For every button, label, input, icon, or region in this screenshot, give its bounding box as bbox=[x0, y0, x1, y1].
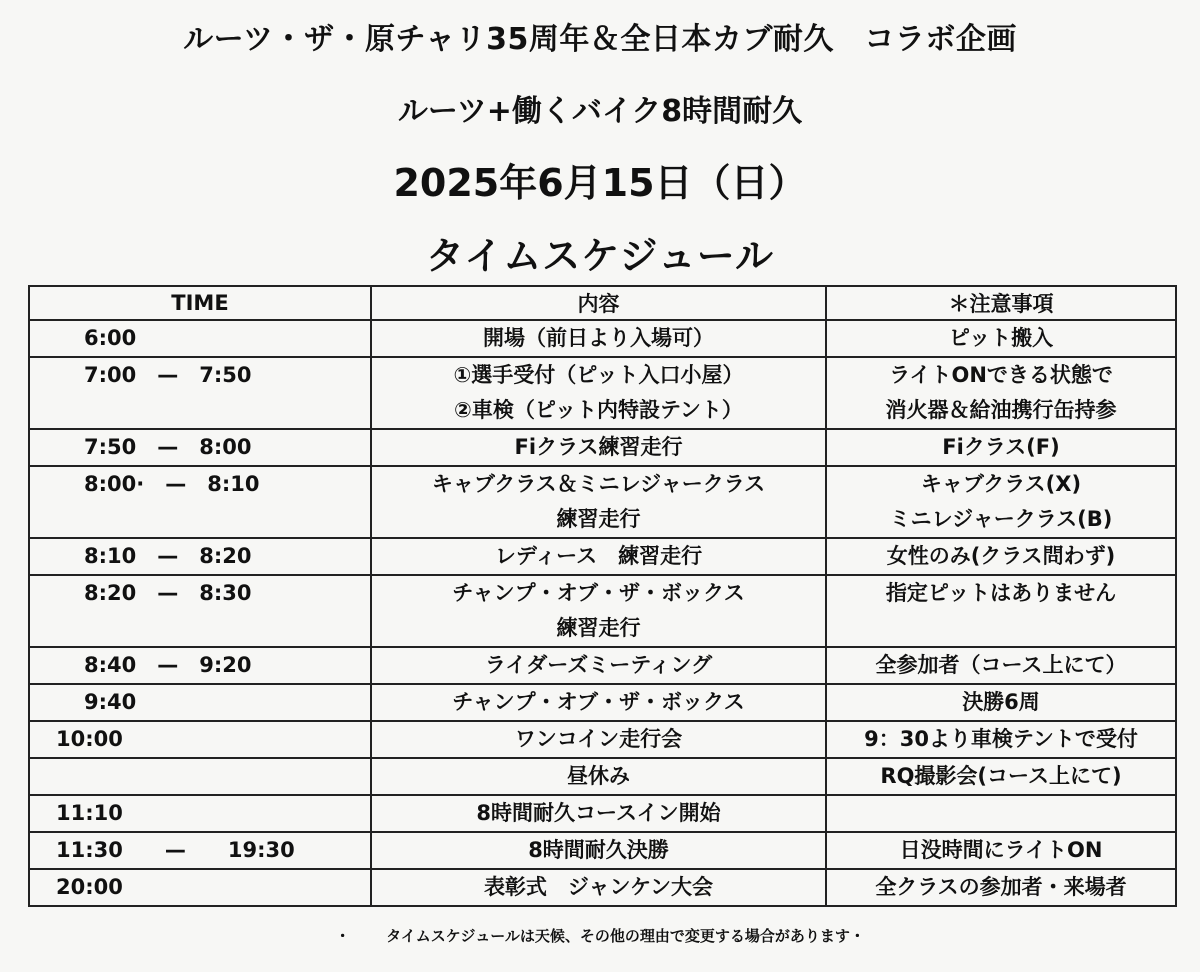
row-content bbox=[371, 429, 826, 466]
event-subtitle: ルーツ+働くバイク8時間耐久 bbox=[397, 94, 803, 129]
table-row bbox=[29, 795, 1176, 832]
note-line bbox=[827, 796, 1175, 831]
row-content bbox=[371, 684, 826, 721]
row-content bbox=[371, 832, 826, 869]
row-time bbox=[29, 758, 371, 795]
table-row bbox=[29, 320, 1176, 357]
table-row bbox=[29, 684, 1176, 721]
note-line: ピット搬入 bbox=[948, 326, 1054, 350]
row-note bbox=[826, 320, 1176, 357]
table-row bbox=[29, 647, 1176, 684]
row-time bbox=[29, 538, 371, 575]
row-note bbox=[826, 357, 1176, 429]
header-notes: ＊注意事項 bbox=[826, 286, 1176, 320]
note-line: RQ撮影会(コース上にて) bbox=[880, 764, 1122, 788]
row-time bbox=[29, 466, 371, 538]
note-line bbox=[827, 611, 1175, 646]
note-line: 全参加者（コース上にて） bbox=[875, 653, 1127, 677]
time-text: 10:00 bbox=[56, 727, 123, 751]
time-text: 7:50 — 8:00 bbox=[84, 435, 252, 459]
time-text: 11:30 — 19:30 bbox=[56, 838, 295, 862]
row-time bbox=[29, 795, 371, 832]
note-line: キャブクラス(X) bbox=[920, 472, 1082, 496]
note-line: 9：30より車検テントで受付 bbox=[864, 727, 1138, 751]
row-note bbox=[826, 795, 1176, 832]
table-header-row bbox=[29, 286, 1176, 320]
note-line: 日没時間にライトON bbox=[899, 838, 1103, 862]
content-line: チャンプ・オブ・ザ・ボックス bbox=[452, 690, 745, 714]
content-line: 開場（前日より入場可） bbox=[483, 326, 714, 350]
content-line: キャブクラス＆ミニレジャークラス bbox=[431, 472, 766, 496]
time-text: 7:00 — 7:50 bbox=[84, 363, 252, 387]
table-row bbox=[29, 869, 1176, 906]
time-text: 8:40 — 9:20 bbox=[84, 653, 252, 677]
content-line: ①選手受付（ピット入口小屋） bbox=[453, 363, 744, 387]
row-content bbox=[371, 575, 826, 647]
time-text: 8:00· — 8:10 bbox=[84, 472, 260, 496]
row-content bbox=[371, 320, 826, 357]
row-content bbox=[371, 721, 826, 758]
table-row bbox=[29, 721, 1176, 758]
row-content bbox=[371, 795, 826, 832]
content-line: 8時間耐久コースイン開始 bbox=[476, 801, 721, 825]
row-note bbox=[826, 538, 1176, 575]
row-note bbox=[826, 832, 1176, 869]
row-time bbox=[29, 357, 371, 429]
table-row bbox=[29, 538, 1176, 575]
content-line: 練習走行 bbox=[556, 616, 641, 640]
table-row bbox=[29, 575, 1176, 647]
row-time bbox=[29, 320, 371, 357]
row-note bbox=[826, 721, 1176, 758]
content-line: 表彰式 ジャンケン大会 bbox=[483, 875, 714, 899]
note-line: ミニレジャークラス(B) bbox=[889, 507, 1113, 531]
event-title: ルーツ・ザ・原チャリ35周年＆全日本カブ耐久 コラボ企画 bbox=[183, 22, 1017, 57]
row-note bbox=[826, 758, 1176, 795]
row-content bbox=[371, 357, 826, 429]
time-text: 6:00 bbox=[84, 326, 137, 350]
schedule-body bbox=[29, 320, 1176, 906]
content-line: レディース 練習走行 bbox=[494, 544, 703, 568]
content-line: 昼休み bbox=[567, 764, 630, 788]
event-date: 2025年6月15日（日） bbox=[393, 161, 807, 205]
header-content: 内容 bbox=[371, 286, 826, 320]
row-time bbox=[29, 575, 371, 647]
table-row bbox=[29, 357, 1176, 429]
content-line: ライダーズミーティング bbox=[484, 653, 713, 677]
note-line: 消火器＆給油携行缶持参 bbox=[885, 398, 1117, 422]
row-time bbox=[29, 832, 371, 869]
row-content bbox=[371, 466, 826, 538]
row-note bbox=[826, 575, 1176, 647]
row-note bbox=[826, 684, 1176, 721]
table-row bbox=[29, 429, 1176, 466]
row-note bbox=[826, 647, 1176, 684]
footnote-bullet: ・ bbox=[335, 927, 351, 945]
note-line: Fiクラス(F) bbox=[942, 435, 1060, 459]
content-line: 練習走行 bbox=[556, 507, 641, 531]
content-line: ②車検（ピット内特設テント） bbox=[454, 398, 743, 422]
row-content bbox=[371, 869, 826, 906]
time-text: 20:00 bbox=[56, 875, 123, 899]
row-time bbox=[29, 721, 371, 758]
time-text: 8:10 — 8:20 bbox=[84, 544, 252, 568]
time-text: 11:10 bbox=[56, 801, 123, 825]
time-text: 8:20 — 8:30 bbox=[84, 581, 252, 605]
row-note bbox=[826, 869, 1176, 906]
footnote bbox=[0, 925, 1200, 946]
content-line: ワンコイン走行会 bbox=[514, 727, 683, 751]
row-time bbox=[29, 869, 371, 906]
note-line: 指定ピットはありません bbox=[885, 581, 1117, 605]
note-line: 女性のみ(クラス問わず) bbox=[886, 544, 1116, 568]
row-time bbox=[29, 429, 371, 466]
schedule-table bbox=[28, 285, 1177, 907]
table-row bbox=[29, 466, 1176, 538]
note-line: ライトONできる状態で bbox=[889, 363, 1113, 387]
row-time bbox=[29, 647, 371, 684]
header-time: TIME bbox=[29, 286, 371, 320]
row-content bbox=[371, 758, 826, 795]
row-note bbox=[826, 429, 1176, 466]
note-line: 決勝6周 bbox=[962, 690, 1040, 714]
time-text bbox=[44, 759, 370, 794]
schedule-heading: タイムスケジュール bbox=[426, 234, 774, 278]
table-row bbox=[29, 832, 1176, 869]
content-line: Fiクラス練習走行 bbox=[514, 435, 683, 459]
row-content bbox=[371, 538, 826, 575]
row-content bbox=[371, 647, 826, 684]
note-line: 全クラスの参加者・来場者 bbox=[875, 875, 1127, 899]
row-note bbox=[826, 466, 1176, 538]
table-row bbox=[29, 758, 1176, 795]
content-line: チャンプ・オブ・ザ・ボックス bbox=[452, 581, 745, 605]
time-text: 9:40 bbox=[84, 690, 137, 714]
row-time bbox=[29, 684, 371, 721]
footnote-text: タイムスケジュールは天候、その他の理由で変更する場合があります・ bbox=[386, 927, 865, 945]
content-line: 8時間耐久決勝 bbox=[528, 838, 669, 862]
